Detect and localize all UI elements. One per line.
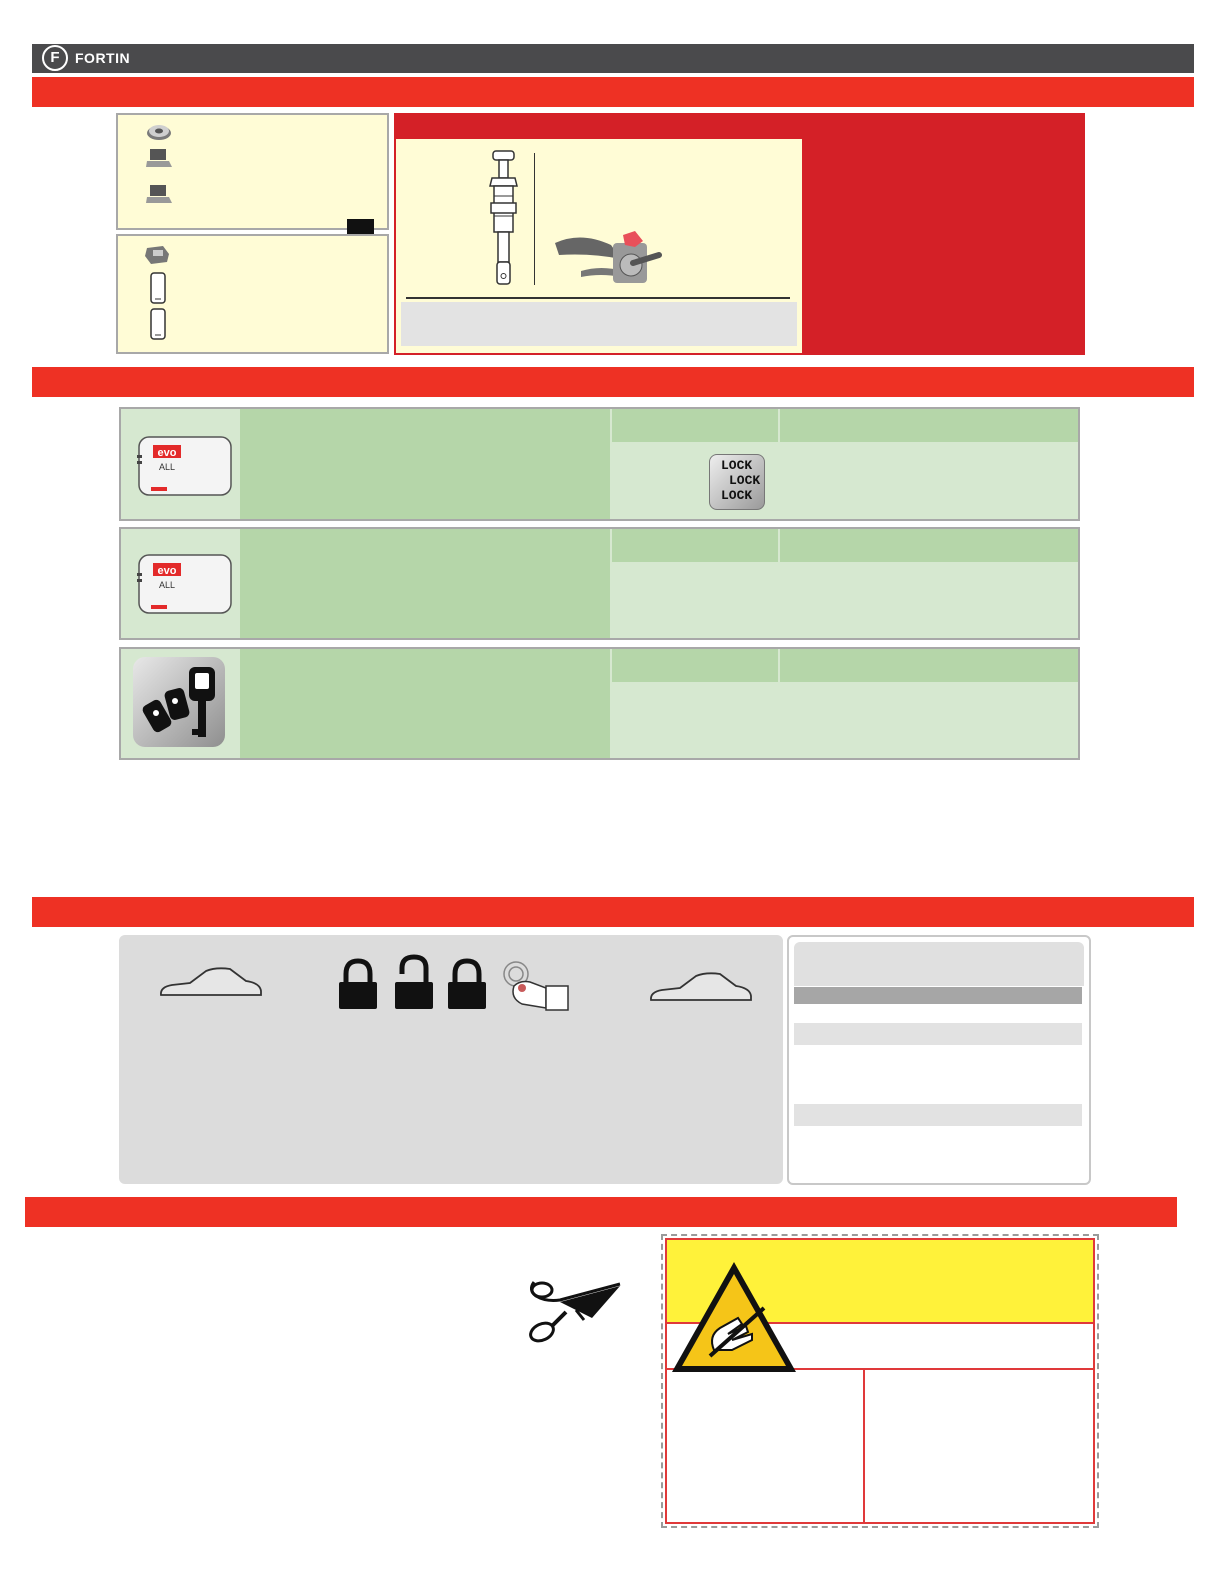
row-icon-cell bbox=[121, 409, 238, 519]
illustration-rule bbox=[406, 297, 790, 299]
side-panel-divider bbox=[794, 987, 1082, 1004]
lock-lock-lock-icon bbox=[709, 454, 765, 510]
header-bar bbox=[32, 44, 1194, 73]
row-header-cell bbox=[612, 649, 778, 682]
car-icon bbox=[648, 970, 754, 1010]
brand-name: FORTIN bbox=[75, 50, 131, 66]
row-option-cell bbox=[780, 564, 1078, 600]
padlock-icon bbox=[446, 958, 488, 1010]
side-panel-header bbox=[794, 942, 1084, 986]
all-label-text: ALL bbox=[158, 580, 176, 590]
smartphone-icon bbox=[150, 308, 166, 340]
smartphone-icon bbox=[150, 272, 166, 304]
evo-all-module-icon bbox=[135, 433, 239, 499]
lock-badge-line: LOCK bbox=[721, 458, 753, 473]
row-value-cell bbox=[612, 564, 778, 638]
row-option-cell bbox=[780, 444, 1078, 474]
section-bar-3 bbox=[32, 897, 1194, 927]
row-description-cell bbox=[240, 649, 610, 758]
lock-badge-line: LOCK bbox=[721, 488, 753, 503]
row-header-cell bbox=[780, 529, 1078, 562]
warning-column-divider bbox=[863, 1368, 865, 1522]
row-header-cell bbox=[780, 649, 1078, 682]
hood-pin-illustration-box bbox=[396, 139, 802, 353]
row-header-cell bbox=[612, 529, 778, 562]
row-description-cell bbox=[240, 529, 610, 638]
remote-and-key-icon bbox=[139, 661, 221, 745]
all-label-text: ALL bbox=[158, 462, 176, 472]
car-icon bbox=[158, 965, 264, 1005]
flash-link-icon bbox=[143, 244, 173, 266]
remote-and-key-icon bbox=[133, 657, 225, 747]
row-header-cell bbox=[780, 409, 1078, 442]
scissors-icon bbox=[526, 1276, 624, 1346]
row-header-cell bbox=[612, 409, 778, 442]
hand-pressing-remote-icon bbox=[500, 958, 572, 1012]
side-panel-row bbox=[794, 1104, 1082, 1126]
row-option-cell bbox=[780, 684, 1078, 720]
tools-box-2 bbox=[116, 234, 389, 354]
evo-logo-text: evo bbox=[157, 447, 177, 459]
evo-all-module-icon bbox=[135, 551, 239, 617]
toggle-switch-icon bbox=[551, 225, 681, 297]
evo-logo-text: evo bbox=[157, 565, 177, 577]
row-option-cell bbox=[780, 476, 1078, 519]
row-value-cell bbox=[612, 684, 778, 758]
hood-pin-switch-icon bbox=[486, 149, 521, 289]
side-panel-row bbox=[794, 1023, 1082, 1045]
warning-no-touch-icon bbox=[668, 1258, 800, 1378]
laptop-icon bbox=[146, 147, 172, 169]
row-icon-cell bbox=[121, 529, 238, 638]
flash-programmer-icon bbox=[145, 121, 173, 141]
section-bar-2 bbox=[32, 367, 1194, 397]
row-description-cell bbox=[240, 409, 610, 519]
tools-box-1 bbox=[116, 113, 389, 230]
section-bar-4 bbox=[25, 1197, 1177, 1227]
illustration-note bbox=[401, 302, 797, 346]
open-padlock-icon bbox=[393, 954, 435, 1010]
row-option-cell bbox=[780, 722, 1078, 758]
laptop-icon bbox=[146, 183, 172, 205]
row-icon-cell bbox=[121, 649, 238, 758]
padlock-icon bbox=[337, 958, 379, 1010]
section-bar-1 bbox=[32, 77, 1194, 107]
illustration-divider bbox=[534, 153, 535, 285]
fortin-logo-icon: F bbox=[42, 45, 68, 71]
lock-badge-line: LOCK bbox=[729, 473, 761, 488]
row-option-cell bbox=[780, 602, 1078, 638]
